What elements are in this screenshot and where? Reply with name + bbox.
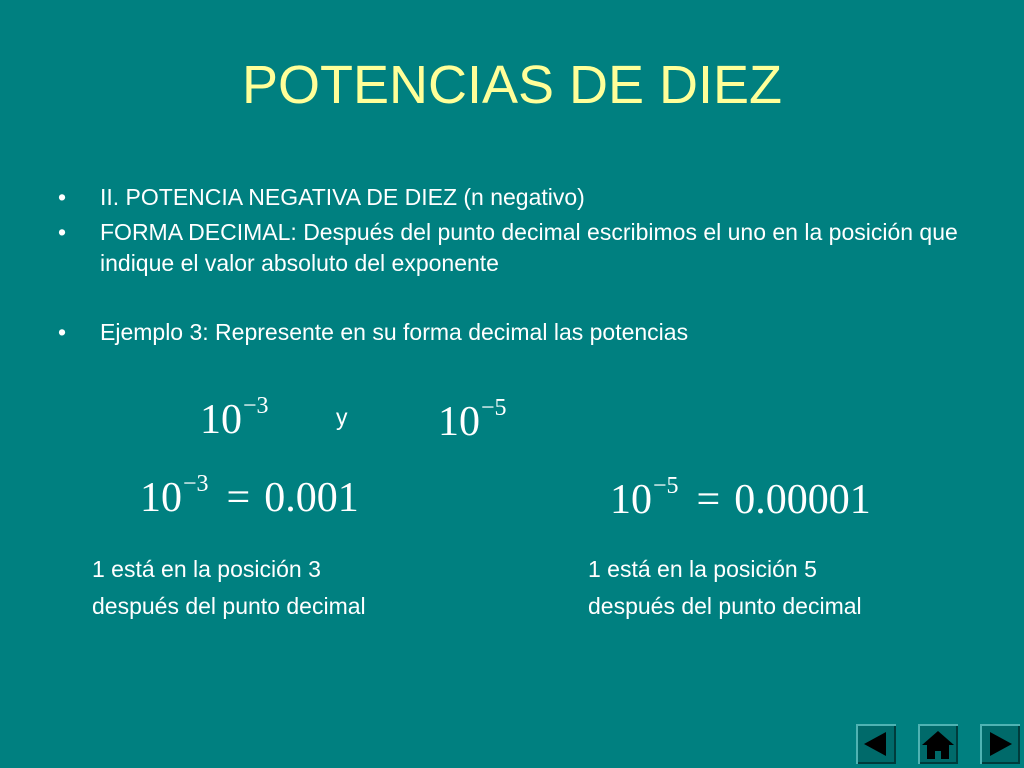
- power-base: 10: [438, 399, 480, 445]
- equation-operator: =: [696, 477, 721, 523]
- equation-first: [140, 471, 359, 522]
- previous-button[interactable]: [856, 724, 896, 764]
- equation-result: 0.001: [264, 475, 359, 521]
- equation-exponent: −3: [183, 471, 209, 497]
- equation-second: [610, 473, 871, 524]
- home-button[interactable]: [918, 724, 958, 764]
- bullet-symbol: •: [58, 219, 67, 245]
- bullet-symbol: •: [58, 319, 67, 345]
- bullet-item: [58, 317, 988, 348]
- next-icon: [980, 724, 1020, 764]
- bullet-item: [58, 217, 988, 279]
- equation-exponent: −5: [653, 473, 679, 499]
- bullet-text: FORMA DECIMAL: Después del punto decimal escribimos el uno en la posición que indique el valor absoluto del exponente: [100, 219, 958, 276]
- power-exponent: −5: [481, 395, 507, 421]
- note-second: [588, 551, 862, 625]
- equation-result: 0.00001: [734, 477, 871, 523]
- note-line: después del punto decimal: [588, 593, 862, 619]
- power-first: [200, 393, 269, 444]
- bullet-text: II. POTENCIA NEGATIVA DE DIEZ (n negativo): [100, 184, 585, 210]
- next-button[interactable]: [980, 724, 1020, 764]
- bullet-text: Ejemplo 3: Represente en su forma decimal las potencias: [100, 319, 689, 345]
- bullet-symbol: •: [58, 184, 67, 210]
- note-line: 1 está en la posición 3: [92, 556, 321, 582]
- bullet-list: [58, 182, 988, 352]
- note-line: 1 está en la posición 5: [588, 556, 817, 582]
- power-exponent: −3: [243, 393, 269, 419]
- previous-icon: [856, 724, 896, 764]
- equation-operator: =: [226, 475, 251, 521]
- power-base: 10: [200, 397, 242, 443]
- home-icon: [918, 724, 958, 764]
- power-second: [438, 395, 507, 446]
- bullet-item: [58, 182, 988, 213]
- equation-base: 10: [610, 477, 652, 523]
- conjunction-label: y: [336, 404, 348, 430]
- slide-title: POTENCIAS DE DIEZ: [241, 55, 783, 115]
- equation-base: 10: [140, 475, 182, 521]
- note-line: después del punto decimal: [92, 593, 366, 619]
- note-first: [92, 551, 366, 625]
